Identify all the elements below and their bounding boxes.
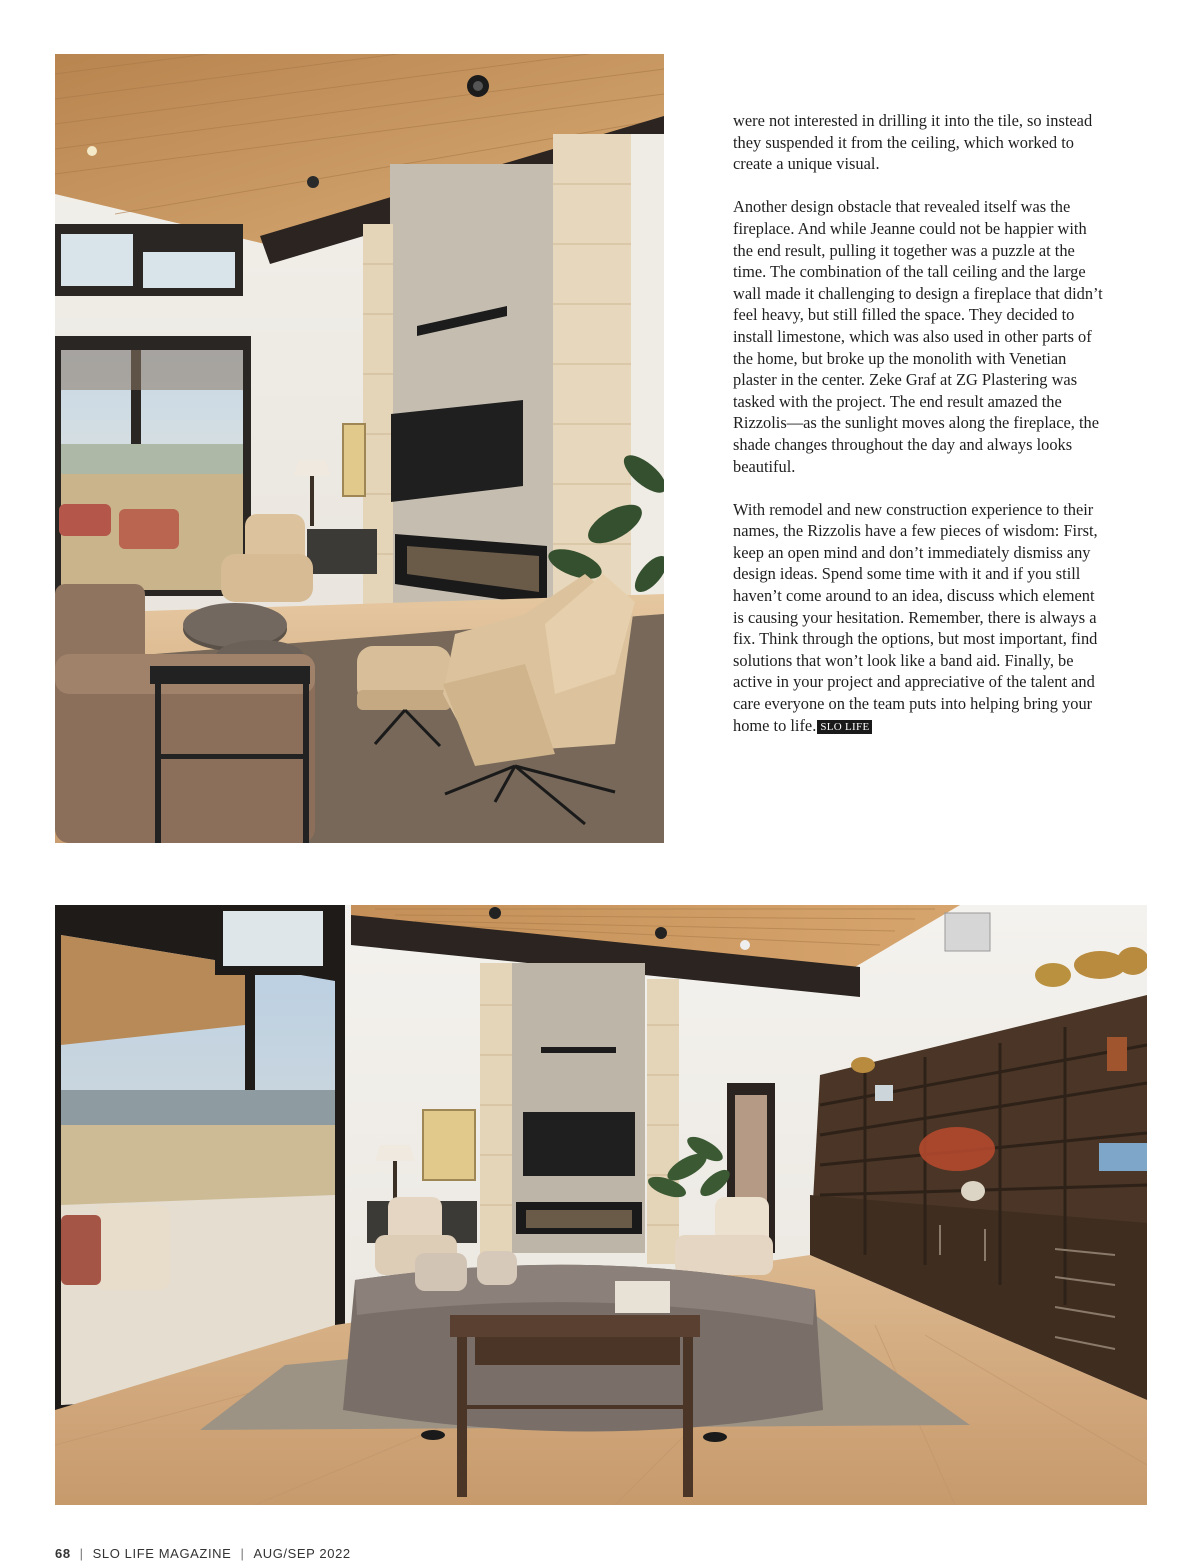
page-footer — [55, 1546, 351, 1561]
footer-separator: | — [79, 1546, 84, 1561]
issue-date: AUG/SEP 2022 — [253, 1546, 351, 1561]
living-room-fireplace-photo — [55, 54, 664, 843]
article-paragraph-text: With remodel and new construction experience to their names, the Rizzolis have a few pieces of wisdom: First, keep an open mind and don’t immediately dismiss any design ideas. Spend some time with it and if you still haven’t come around to an idea, discuss which element is causing your hesitation. Remember, there is always a fix. Think through the options, but most important, find solutions that won’t look like a band aid. Finally, be active in your project and appreciative of the talent and care everyone on the team puts into helping bring your home to life. — [733, 499, 1098, 735]
page-number: 68 — [55, 1546, 71, 1561]
slo-life-signoff: SLO LIFE — [817, 720, 872, 734]
article-body — [733, 110, 1103, 758]
great-room-wide-photo — [55, 905, 1147, 1505]
article-paragraph: were not interested in drilling it into the tile, so instead they suspended it from the ceiling, which worked to create a unique visual. — [733, 111, 1093, 174]
magazine-name: SLO LIFE MAGAZINE — [92, 1546, 232, 1561]
footer-separator: | — [240, 1546, 245, 1561]
article-paragraph — [733, 499, 1103, 737]
article-paragraph: Another design obstacle that revealed itself was the fireplace. And while Jeanne could not be happier with the end result, pulling it together was a puzzle at the time. The combination of the tall ceiling and the large wall made it challenging to design a fireplace that didn’t feel heavy, but still filled the space. They decided to install limestone, which was also used in other parts of the home, but broke up the monolith with Venetian plaster in the center. Zeke Graf at ZG Plastering was tasked with the project. The end result amazed the Rizzolis—as the sunlight moves along the fireplace, the shade changes throughout the day and always looks beautiful. — [733, 197, 1103, 476]
